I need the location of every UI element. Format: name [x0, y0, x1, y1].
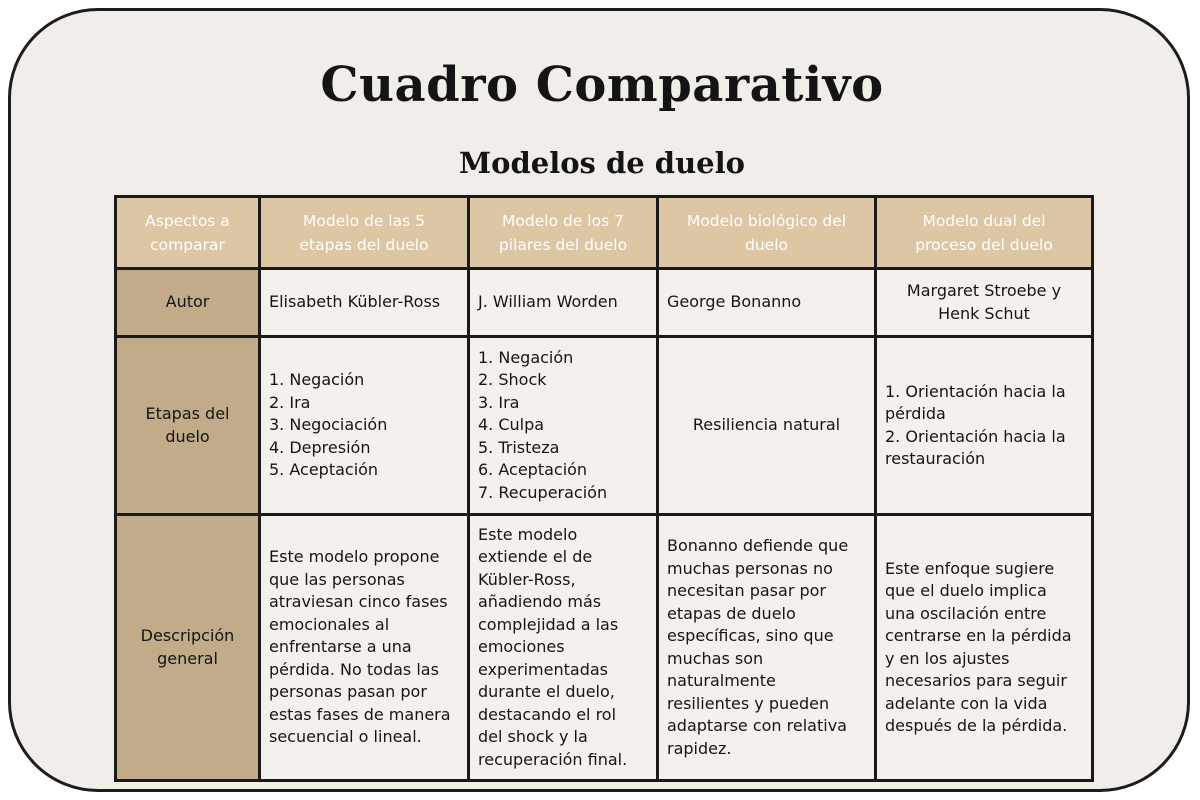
text-line: resilientes y pueden	[667, 693, 830, 713]
header-modelo-7-pilares	[469, 197, 658, 269]
row-label-line: duelo	[165, 426, 210, 446]
header-line: comparar	[150, 235, 225, 254]
text-line: emociones	[478, 637, 565, 657]
table-header-row	[116, 197, 1093, 269]
cell-etapas-dual	[876, 337, 1093, 515]
header-line: Modelo dual del	[922, 211, 1046, 230]
header-modelo-biologico	[658, 197, 876, 269]
text-line: añadiendo más	[478, 592, 602, 612]
header-line: duelo	[745, 235, 788, 254]
text-line: después de la pérdida.	[885, 716, 1068, 735]
text-line: del shock y la	[478, 727, 588, 747]
text-line: adaptarse con relativa	[667, 716, 847, 735]
text-line: rapidez.	[667, 738, 732, 758]
text-line: secuencial o lineal.	[269, 727, 422, 747]
page-subtitle: Modelos de duelo	[459, 146, 745, 180]
text-line: Este modelo propone	[269, 547, 440, 567]
text-line: etapas de duelo	[667, 603, 796, 623]
list-item: 4. Culpa	[478, 415, 545, 435]
cell-descripcion-dual	[876, 515, 1093, 781]
text-line: adelante con la vida	[885, 693, 1048, 713]
table-row-descripcion	[116, 515, 1093, 781]
cell-line: Elisabeth Kübler-Ross	[269, 292, 441, 312]
header-line: pilares del duelo	[498, 235, 628, 254]
text-line: necesitan pasar por	[667, 581, 826, 600]
list-item: 2. Ira	[269, 392, 311, 412]
header-modelo-5-etapas	[260, 197, 469, 269]
list-item: 5. Aceptación	[269, 460, 379, 480]
text-line: recuperación final.	[478, 749, 628, 769]
list-item: 2. Orientación hacia la	[885, 426, 1066, 446]
cell-autor-kubler-ross	[260, 269, 469, 337]
row-label-etapas	[116, 337, 260, 515]
cell-descripcion-5-etapas	[260, 515, 469, 781]
text-line: que el duelo implica	[885, 581, 1047, 600]
text-line: estas fases de manera	[269, 704, 451, 724]
text-line: emocionales al	[269, 614, 390, 634]
cell-line: Henk Schut	[938, 303, 1030, 323]
list-item: pérdida	[885, 404, 946, 423]
text-line: personas pasan por	[269, 682, 427, 702]
text-line: centrarse en la pérdida	[885, 626, 1072, 645]
text-line: y en los ajustes	[885, 648, 1010, 668]
text-line: Este modelo	[478, 524, 578, 544]
text-line: muchas personas no	[667, 558, 833, 578]
text-line: atraviesan cinco fases	[269, 592, 448, 612]
row-label-line: Etapas del	[145, 404, 230, 423]
text-line: enfrentarse a una	[269, 637, 412, 657]
cell-line: Margaret Stroebe y	[906, 281, 1062, 300]
cell-descripcion-7-pilares	[469, 515, 658, 781]
cell-line: George Bonanno	[667, 292, 802, 312]
row-label-line: Descripción	[140, 626, 235, 645]
text-line: específicas, sino que	[667, 626, 834, 645]
cell-autor-worden	[469, 269, 658, 337]
text-line: muchas son	[667, 648, 764, 668]
slide-frame	[8, 8, 1190, 792]
list-item: restauración	[885, 449, 986, 468]
list-item: 4. Depresión	[269, 437, 371, 457]
cell-etapas-biologico	[658, 337, 876, 515]
list-item: 6. Aceptación	[478, 460, 588, 480]
text-line: naturalmente	[667, 671, 776, 690]
list-item: 2. Shock	[478, 370, 547, 390]
row-label-autor: Autor	[116, 269, 260, 337]
cell-etapas-7-pilares	[469, 337, 658, 515]
page-title: Cuadro Comparativo	[320, 57, 884, 113]
text-line: durante el duelo,	[478, 682, 615, 702]
text-line: que las personas	[269, 569, 405, 589]
list-item: 3. Ira	[478, 392, 520, 412]
text-line: extiende el de	[478, 547, 593, 567]
header-line: Modelo biológico del	[686, 211, 847, 230]
cell-line: Resiliencia natural	[692, 415, 841, 435]
text-line: pérdida. No todas las	[269, 659, 439, 679]
list-item: 1. Orientación hacia la	[885, 381, 1066, 401]
cell-etapas-5-etapas	[260, 337, 469, 515]
header-line: Aspectos a	[145, 211, 230, 230]
header-line: proceso del duelo	[915, 235, 1053, 254]
header-line: etapas del duelo	[299, 235, 429, 254]
header-modelo-dual	[876, 197, 1093, 269]
header-line: Modelo de los 7	[502, 211, 624, 230]
cell-descripcion-biologico	[658, 515, 876, 781]
list-item: 7. Recuperación	[478, 482, 608, 502]
text-line: Este enfoque sugiere	[885, 558, 1055, 578]
list-item: 3. Negociación	[269, 415, 388, 435]
text-line: Bonanno defiende que	[667, 536, 849, 555]
comparison-table	[114, 195, 1094, 782]
text-line: experimentadas	[478, 659, 608, 679]
row-label-descripcion	[116, 515, 260, 781]
cell-line: J. William Worden	[478, 292, 618, 312]
cell-autor-bonanno	[658, 269, 876, 337]
text-line: necesarios para seguir	[885, 671, 1067, 690]
cell-autor-stroebe-schut	[876, 269, 1093, 337]
text-line: destacando el rol	[478, 704, 617, 724]
text-line: Kübler-Ross,	[478, 569, 576, 589]
table-row-autor	[116, 269, 1093, 337]
header-line: Modelo de las 5	[303, 211, 425, 230]
list-item: 5. Tristeza	[478, 437, 560, 457]
header-aspectos	[116, 197, 260, 269]
text-line: una oscilación entre	[885, 603, 1047, 623]
list-item: 1. Negación	[478, 347, 574, 367]
text-line: complejidad a las	[478, 614, 619, 634]
table-row-etapas	[116, 337, 1093, 515]
row-label-line: general	[157, 648, 218, 668]
list-item: 1. Negación	[269, 370, 365, 390]
